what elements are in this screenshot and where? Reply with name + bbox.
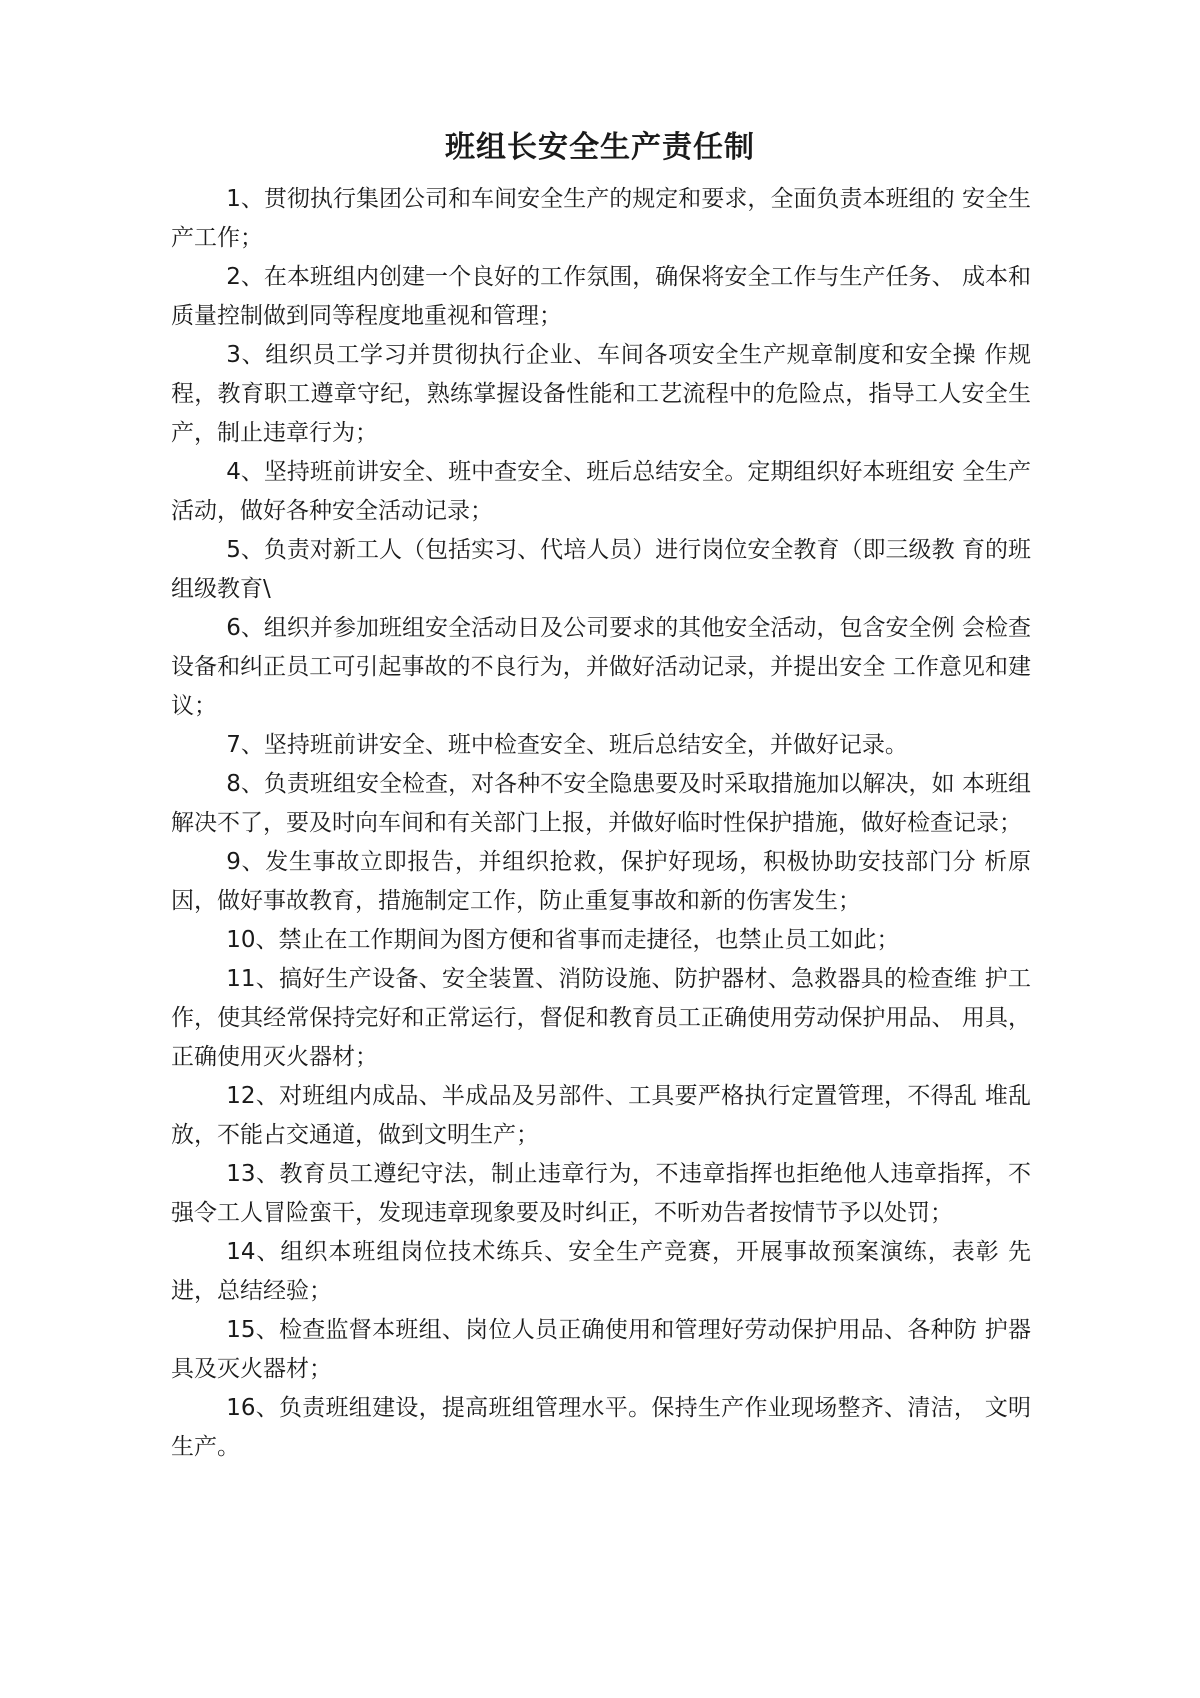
clause-8: 8、负责班组安全检查，对各种不安全隐患要及时采取措施加以解决，如 本班组解决不了，要及时向车间和有关部门上报，并做好临时性保护措施，做好检查记录；	[171, 771, 1031, 836]
clause-15: 15、检查监督本班组、岗位人员正确使用和管理好劳动保护用品、各种防 护器具及灭火器材；	[171, 1317, 1031, 1382]
clause-4: 4、坚持班前讲安全、班中查安全、班后总结安全。定期组织好本班组安 全生产活动，做好各种安全活动记录；	[171, 459, 1031, 524]
clause-5: 5、负责对新工人（包括实习、代培人员）进行岗位安全教育（即三级教 育的班组级教育\	[171, 537, 1031, 602]
document-title: 班组长安全生产责任制	[445, 130, 755, 165]
clause-9: 9、发生事故立即报告，并组织抢救，保护好现场，积极协助安技部门分 析原因，做好事故教育，措施制定工作，防止重复事故和新的伤害发生；	[171, 849, 1031, 914]
clause-7: 7、坚持班前讲安全、班中检查安全、班后总结安全，并做好记录。	[226, 732, 908, 758]
clause-2: 2、在本班组内创建一个良好的工作氛围，确保将安全工作与生产任务、 成本和质量控制做到同等程度地重视和管理；	[171, 264, 1031, 329]
clause-12: 12、对班组内成品、半成品及另部件、工具要严格执行定置管理，不得乱 堆乱放，不能占交通道，做到文明生产；	[171, 1083, 1031, 1148]
clause-14: 14、组织本班组岗位技术练兵、安全生产竞赛，开展事故预案演练，表彰 先进，总结经验；	[171, 1239, 1031, 1304]
clause-11: 11、搞好生产设备、安全装置、消防设施、防护器材、急救器具的检查维 护工作，使其经常保持完好和正常运行，督促和教育员工正确使用劳动保护用品、 用具，正确使用灭火器材；	[171, 966, 1031, 1070]
clause-16: 16、负责班组建设，提高班组管理水平。保持生产作业现场整齐、清洁， 文明生产。	[171, 1395, 1031, 1460]
clause-3: 3、组织员工学习并贯彻执行企业、车间各项安全生产规章制度和安全操 作规程，教育职工遵章守纪，熟练掌握设备性能和工艺流程中的危险点，指导工人安全生产，制止违章行为；	[171, 342, 1031, 446]
clause-6: 6、组织并参加班组安全活动日及公司要求的其他安全活动，包含安全例 会检查设备和纠正员工可引起事故的不良行为，并做好活动记录，并提出安全 工作意见和建议；	[171, 615, 1031, 719]
clause-13: 13、教育员工遵纪守法，制止违章行为，不违章指挥也拒绝他人违章指挥，不强令工人冒险蛮干，发现违章现象要及时纠正，不听劝告者按情节予以处罚；	[171, 1161, 1031, 1226]
clause-list	[171, 180, 1031, 1467]
clause-10: 10、禁止在工作期间为图方便和省事而走捷径，也禁止员工如此；	[226, 927, 900, 953]
clause-1: 1、贯彻执行集团公司和车间安全生产的规定和要求，全面负责本班组的 安全生产工作；	[171, 186, 1031, 251]
